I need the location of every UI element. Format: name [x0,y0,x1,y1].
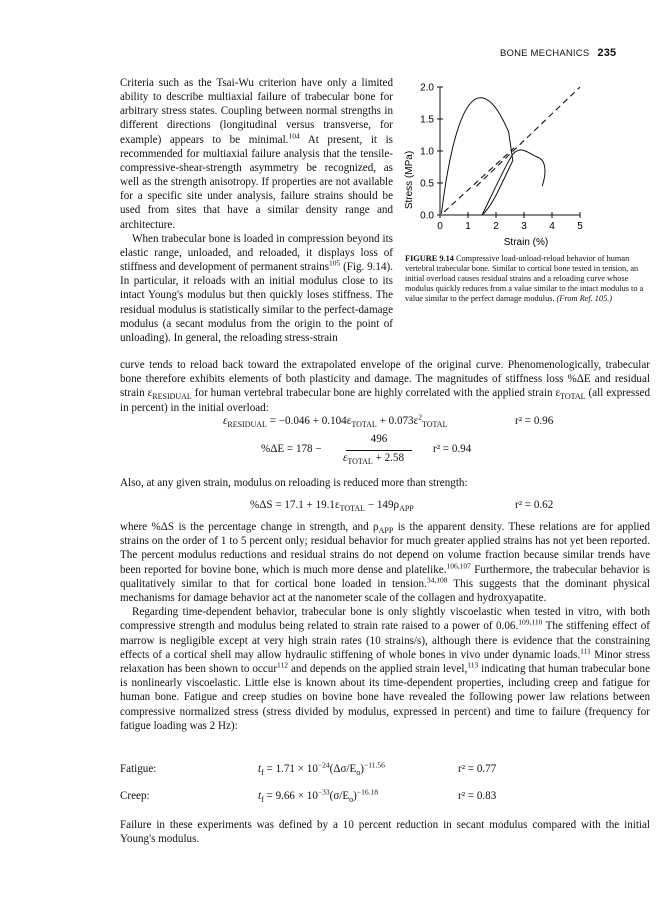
caption-label: FIGURE 9.14 [405,254,454,263]
y-axis-label: Stress (MPa) [404,150,415,210]
creep-equation: $t_f = 9.66 \times 10^{-33}(\sigma/E_o)^{-16.18}$ [258,787,378,805]
fatigue-label: Fatigue: [120,763,157,775]
paragraph-compression: When trabecular bone is loaded in compression beyond its elastic range, unloaded, and reloaded, it displays loss of stiffness and development of permanent strains$^{105}$ (Fig. 9.14). In particular, it reloads with an initial modulus close to its intact Young's modulus but then quickly loses stiffness. The residual modulus is statistically similar to the perfect-damage modulus (a secant modulus from the origin to the point of unloading). In general, the reloading stress-strain [120,232,393,344]
fatigue-equation: $t_f = 1.71 \times 10^{-24}(\Delta\sigma/E_o)^{-11.56}$ [258,760,385,778]
equation-modulus-denominator: $\varepsilon_{TOTAL} + 2.58$ [343,452,405,467]
left-column [120,76,393,345]
paragraph-failure-definition: Failure in these experiments was defined by a 10 percent reduction in secant modulus compared with the initial Young's modulus. [120,819,650,846]
chart-curves [441,87,580,215]
x-tick-label: 3 [521,221,527,232]
equation-residual-strain: $\varepsilon_{RESIDUAL} = -0.046 + 0.104\varepsilon_{TOTAL} + 0.073\varepsilon^2_{TOTAL}$ [223,412,448,430]
fraction-bar [346,450,412,451]
equation-strength-r2: r² = 0.62 [515,499,554,511]
running-title: BONE MECHANICS [500,48,590,59]
y-tick-label: 1.0 [420,146,434,158]
initial-load-unload-curve [441,98,512,215]
x-tick-label: 5 [577,221,583,232]
paragraph-also: Also, at any given strain, modulus on reloading is reduced more than strength: [120,477,468,489]
y-tick-label: 2.0 [420,82,434,94]
equation-modulus-lhs: %ΔE = 178 − [261,443,322,455]
equation-strength: $\%\Delta S = 17.1 + 19.1\varepsilon_{TOTAL} - 149\rho_{APP}$ [250,499,414,514]
x-tick-label: 0 [437,221,443,232]
caption-source: (From Ref. 105.) [556,294,613,304]
reload-curve [482,150,545,215]
creep-label: Creep: [120,790,150,802]
chart-axes [420,83,583,233]
y-tick-label: 1.5 [420,114,434,126]
paragraph-strength-change: where %ΔS is the percentage change in strength, and $\rho_{APP}$ is the apparent density. These relations are for applied strains on the order of 1 to 5 percent only; residual behavior for much greater applied strains has not yet been reported. The percent modulus reductions and residual strains do not depend on volume fraction because similar trends have been reported for bovine bone, which is much more dense and platelike.$^{106,107}$ Furthermore, the trabecular behavior is qualitatively similar to that for cortical bone loaded in tension.$^{34,108}$ This suggests that the dominant physical mechanisms for damage behavior act at the nanometer scale of the collagen and hydroxyapatite. Regarding time-dependent behavior, trabecular bone is only slightly viscoelastic when tested in vitro, with both compressive strength and modulus being related to strain rate raised to a power of 0.06.$^{109,110}$ The stiffening effect of marrow is negligible except at very high strain rates (10 strains/s), although there is evidence that the constraining effects of a cortical shell may allow hydraulic stiffening of whole bones in vivo under dynamic loads.$^{111}$ Minor stress relaxation has been shown to occur$^{112}$ and depends on the applied strain level,$^{113}$ indicating that human trabecular bone is nonlinearly viscoelastic. Little else is known about its time-dependent properties, including creep and fatigue for human bone. Fatigue and creep studies on bovine bone have revealed the following power law relations between compressive normalized stress (stress divided by modulus, expressed in percent) and time to failure (frequency for fatigue loading was 2 Hz): [120,521,650,732]
running-header [500,47,616,59]
equation-modulus-r2: r² = 0.94 [433,443,472,455]
extrapolated-envelope-line [476,87,580,186]
fatigue-r2: r² = 0.77 [458,763,497,775]
y-tick-label: 0.5 [420,178,434,190]
x-tick-label: 2 [493,221,499,232]
x-tick-label: 1 [465,221,471,232]
figure-9-14-chart [402,72,652,252]
paragraph-criteria: Criteria such as the Tsai-Wu criterion have only a limited ability to describe multiaxial failure of trabecular bone for arbitrary stress states. Coupling between normal strengths in different directions (longitudinal versus transverse, for example) appears to be minimal.$^{104}$ At present, it is recommended for multiaxial failure analysis that the tensile-compressive-shear-strength asymmetry be recognized, as well as the strength anisotropy. If properties are not available for a specific site under analysis, failure strains should be used from sites that have a similar density range and architecture. [120,77,394,231]
x-axis-label: Strain (%) [503,237,549,248]
y-tick-label: 0.0 [420,210,434,222]
page-number: 235 [597,47,617,59]
caption-text: Compressive load-unload-reload behavior of human vertebral trabecular bone. Similar to cortical bone tested in tension, an initial overload causes residual strains and a reloading curve whose modulus quickly reduces from a value similar to the intact modulus to a value similar to the perfect damage modulus. [405,254,644,304]
equation-residual-r2: r² = 0.96 [515,415,554,427]
creep-r2: r² = 0.83 [458,790,497,802]
continuation-paragraph: curve tends to reload back toward the extrapolated envelope of the original curve. Phenomenologically, trabecular bone therefore exhibits elements of both plasticity and damage. The magnitudes of stiffness loss %ΔE and residual strain $\varepsilon_{RESIDUAL}$ for human vertebral trabecular bone are highly correlated with the applied strain $\varepsilon_{TOTAL}$ (all expressed in percent) in the initial overload: [120,359,650,414]
x-tick-label: 4 [549,221,555,232]
equation-modulus-numerator: 496 [370,433,388,445]
figure-caption [405,254,653,304]
